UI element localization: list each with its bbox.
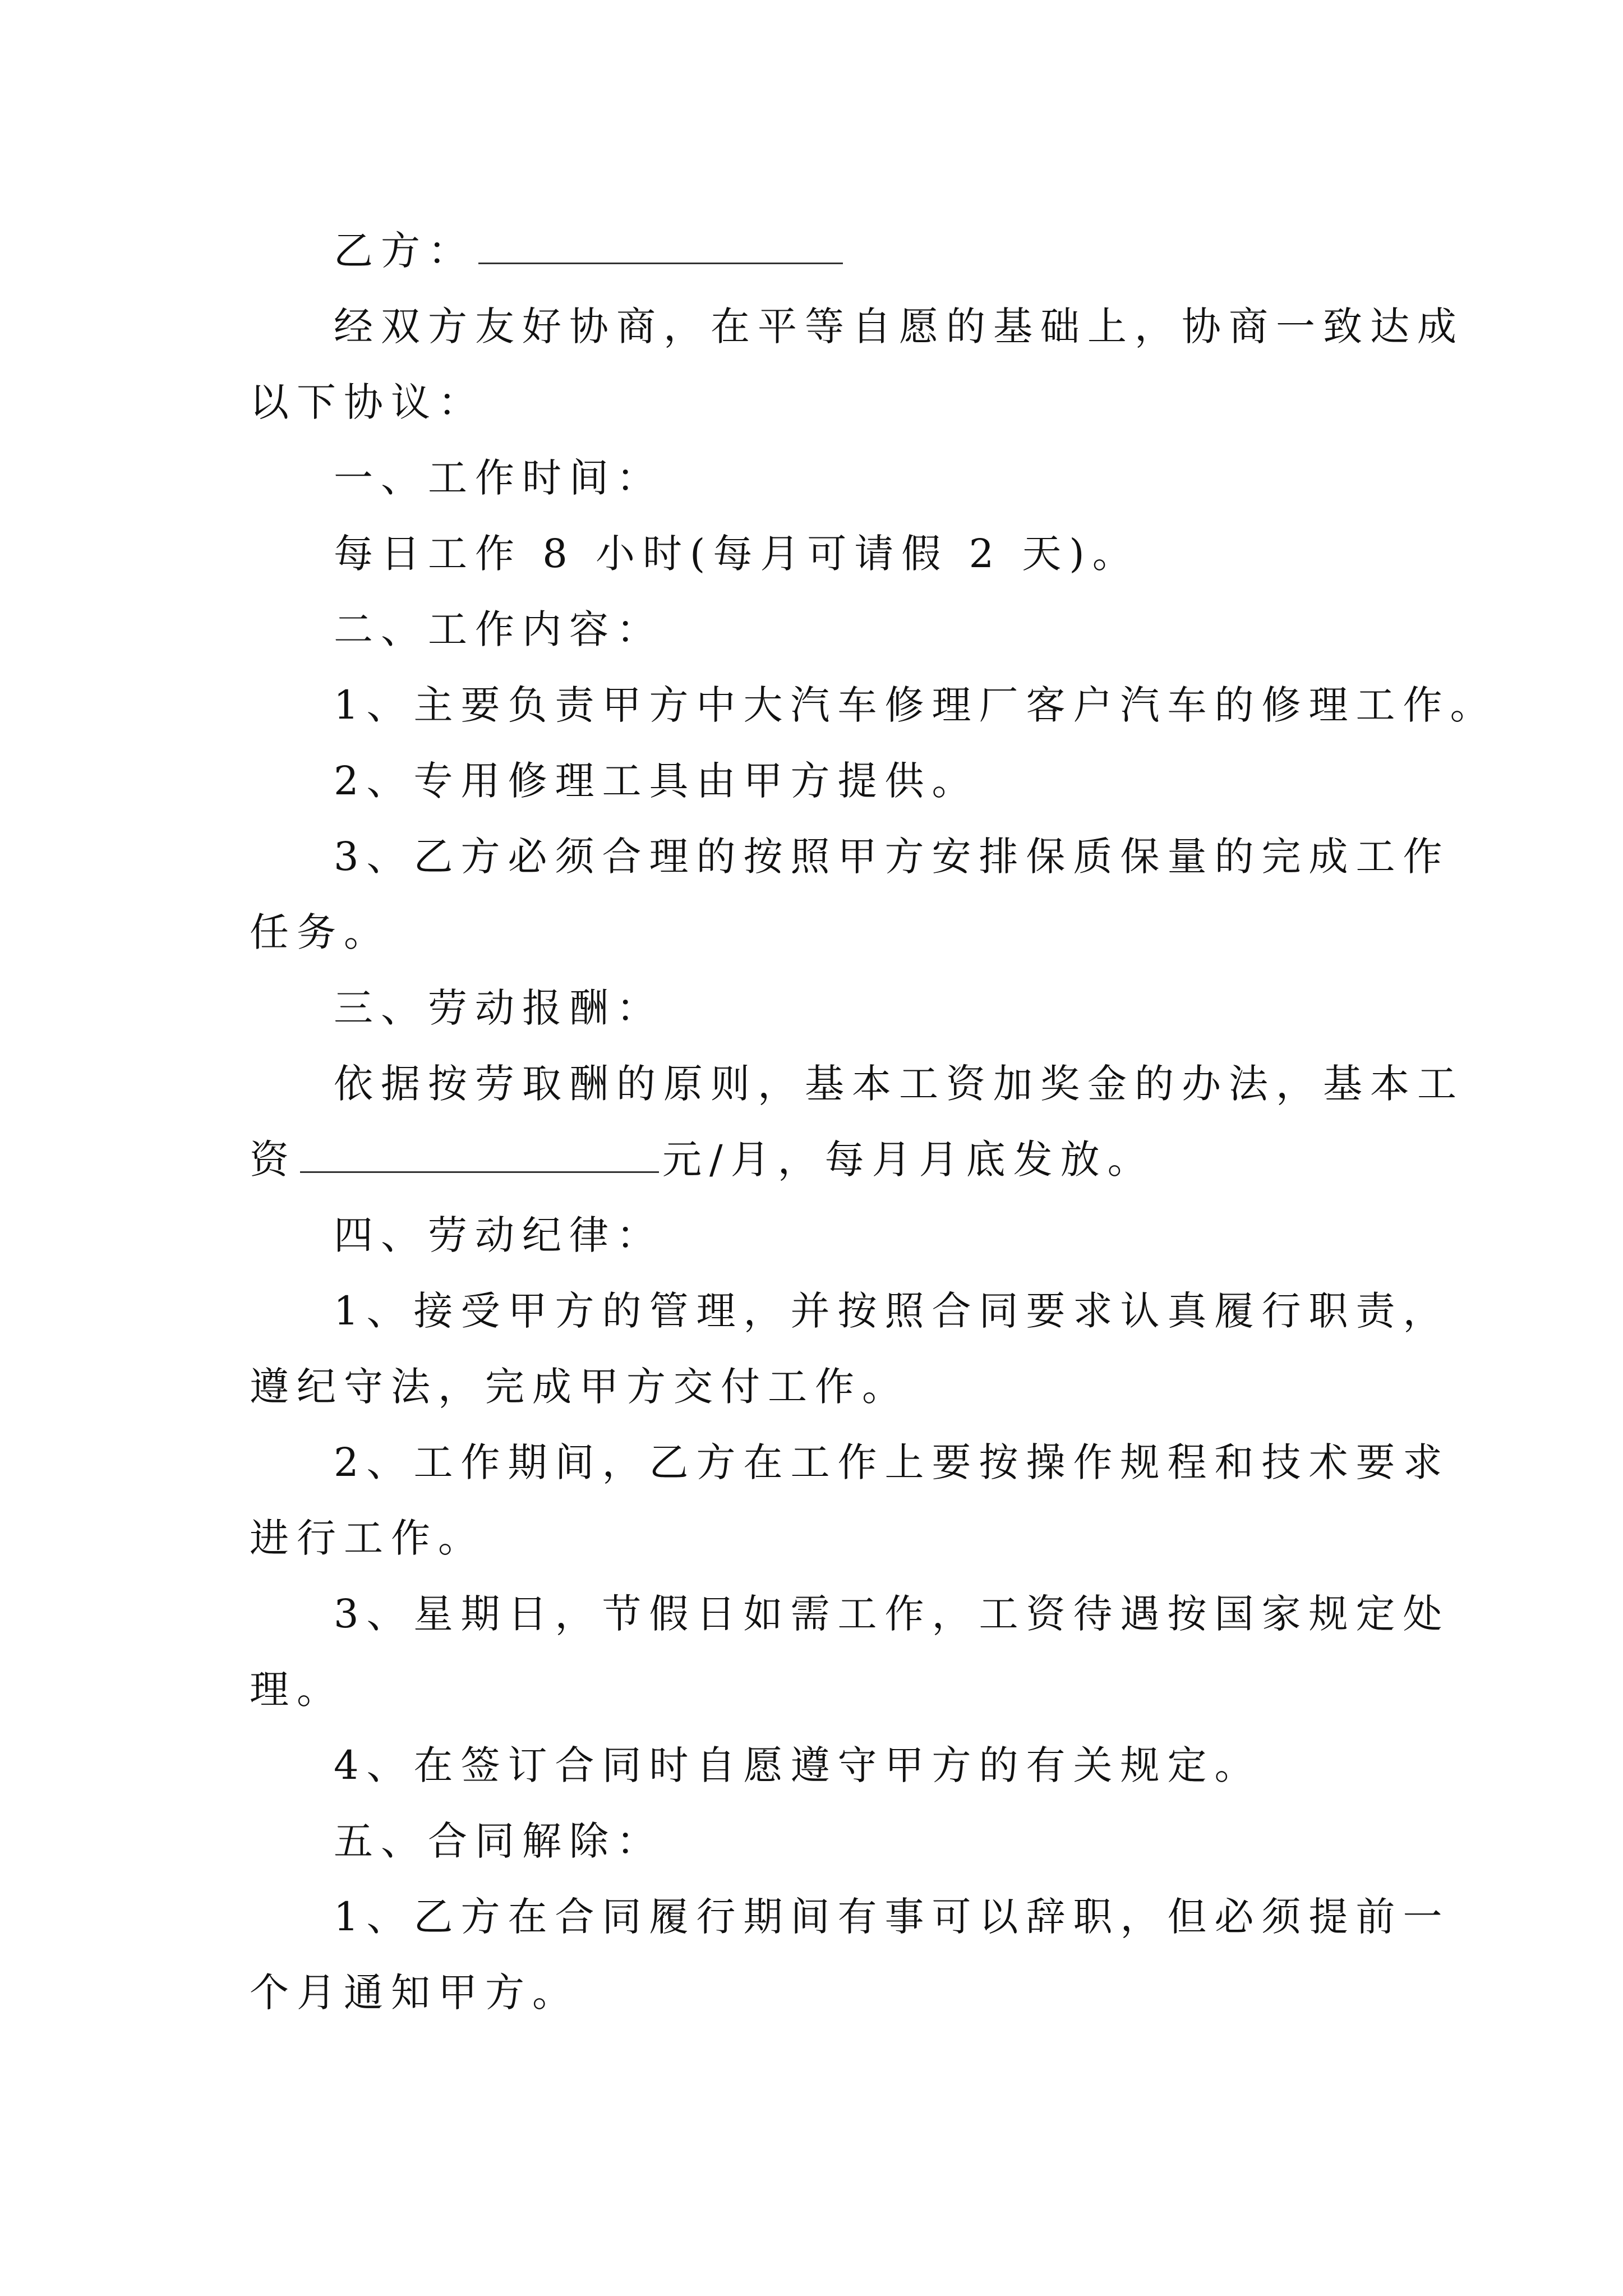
section-2-item-3-line-1: 3、乙方必须合理的按照甲方安排保质保量的完成工作 bbox=[334, 834, 1450, 880]
section-3-title: 三、劳动报酬： bbox=[334, 985, 663, 1031]
section-4-item-1-line-1: 1、接受甲方的管理，并按照合同要求认真履行职责， bbox=[334, 1288, 1450, 1334]
section-2-item-1: 1、主要负责甲方中大汽车修理厂客户汽车的修理工作。 bbox=[334, 682, 1497, 728]
section-4-item-2-line-2: 进行工作。 bbox=[250, 1515, 485, 1561]
section-2-item-2: 2、专用修理工具由甲方提供。 bbox=[334, 758, 979, 804]
section-5-item-1-line-1: 1、乙方在合同履行期间有事可以辞职，但必须提前一 bbox=[334, 1894, 1450, 1940]
intro-line-1: 经双方友好协商，在平等自愿的基础上，协商一致达成 bbox=[334, 303, 1464, 349]
party-b-label: 乙方： bbox=[334, 228, 475, 274]
section-5-title: 五、合同解除： bbox=[334, 1818, 663, 1864]
section-1-title: 一、工作时间： bbox=[334, 455, 663, 501]
section-4-item-4: 4、在签订合同时自愿遵守甲方的有关规定。 bbox=[334, 1742, 1262, 1788]
section-3-text-line-2 bbox=[250, 1122, 1382, 1198]
contract-body bbox=[250, 213, 1497, 2031]
section-4-item-2-line-1: 2、工作期间，乙方在工作上要按操作规程和技术要求 bbox=[334, 1439, 1450, 1485]
section-4-title: 四、劳动纪律： bbox=[334, 1212, 663, 1258]
wage-prefix: 资 bbox=[250, 1137, 297, 1182]
wage-blank bbox=[300, 1171, 659, 1173]
intro-line-2: 以下协议： bbox=[250, 379, 485, 425]
section-2-title: 二、工作内容： bbox=[334, 606, 663, 652]
section-1-text: 每日工作 8 小时(每月可请假 2 天)。 bbox=[334, 531, 1140, 577]
party-b-line bbox=[250, 213, 1382, 289]
section-5-item-1-line-2: 个月通知甲方。 bbox=[250, 1970, 579, 2016]
section-4-item-1-line-2: 遵纪守法，完成甲方交付工作。 bbox=[250, 1364, 909, 1410]
section-4-item-3-line-1: 3、星期日，节假日如需工作，工资待遇按国家规定处 bbox=[334, 1591, 1450, 1637]
wage-suffix: 元/月，每月月底发放。 bbox=[662, 1137, 1155, 1182]
party-b-blank bbox=[478, 262, 843, 264]
section-2-item-3-line-2: 任务。 bbox=[250, 909, 391, 955]
section-4-item-3-line-2: 理。 bbox=[250, 1667, 344, 1713]
section-3-text-line-1: 依据按劳取酬的原则，基本工资加奖金的办法，基本工 bbox=[334, 1061, 1464, 1107]
